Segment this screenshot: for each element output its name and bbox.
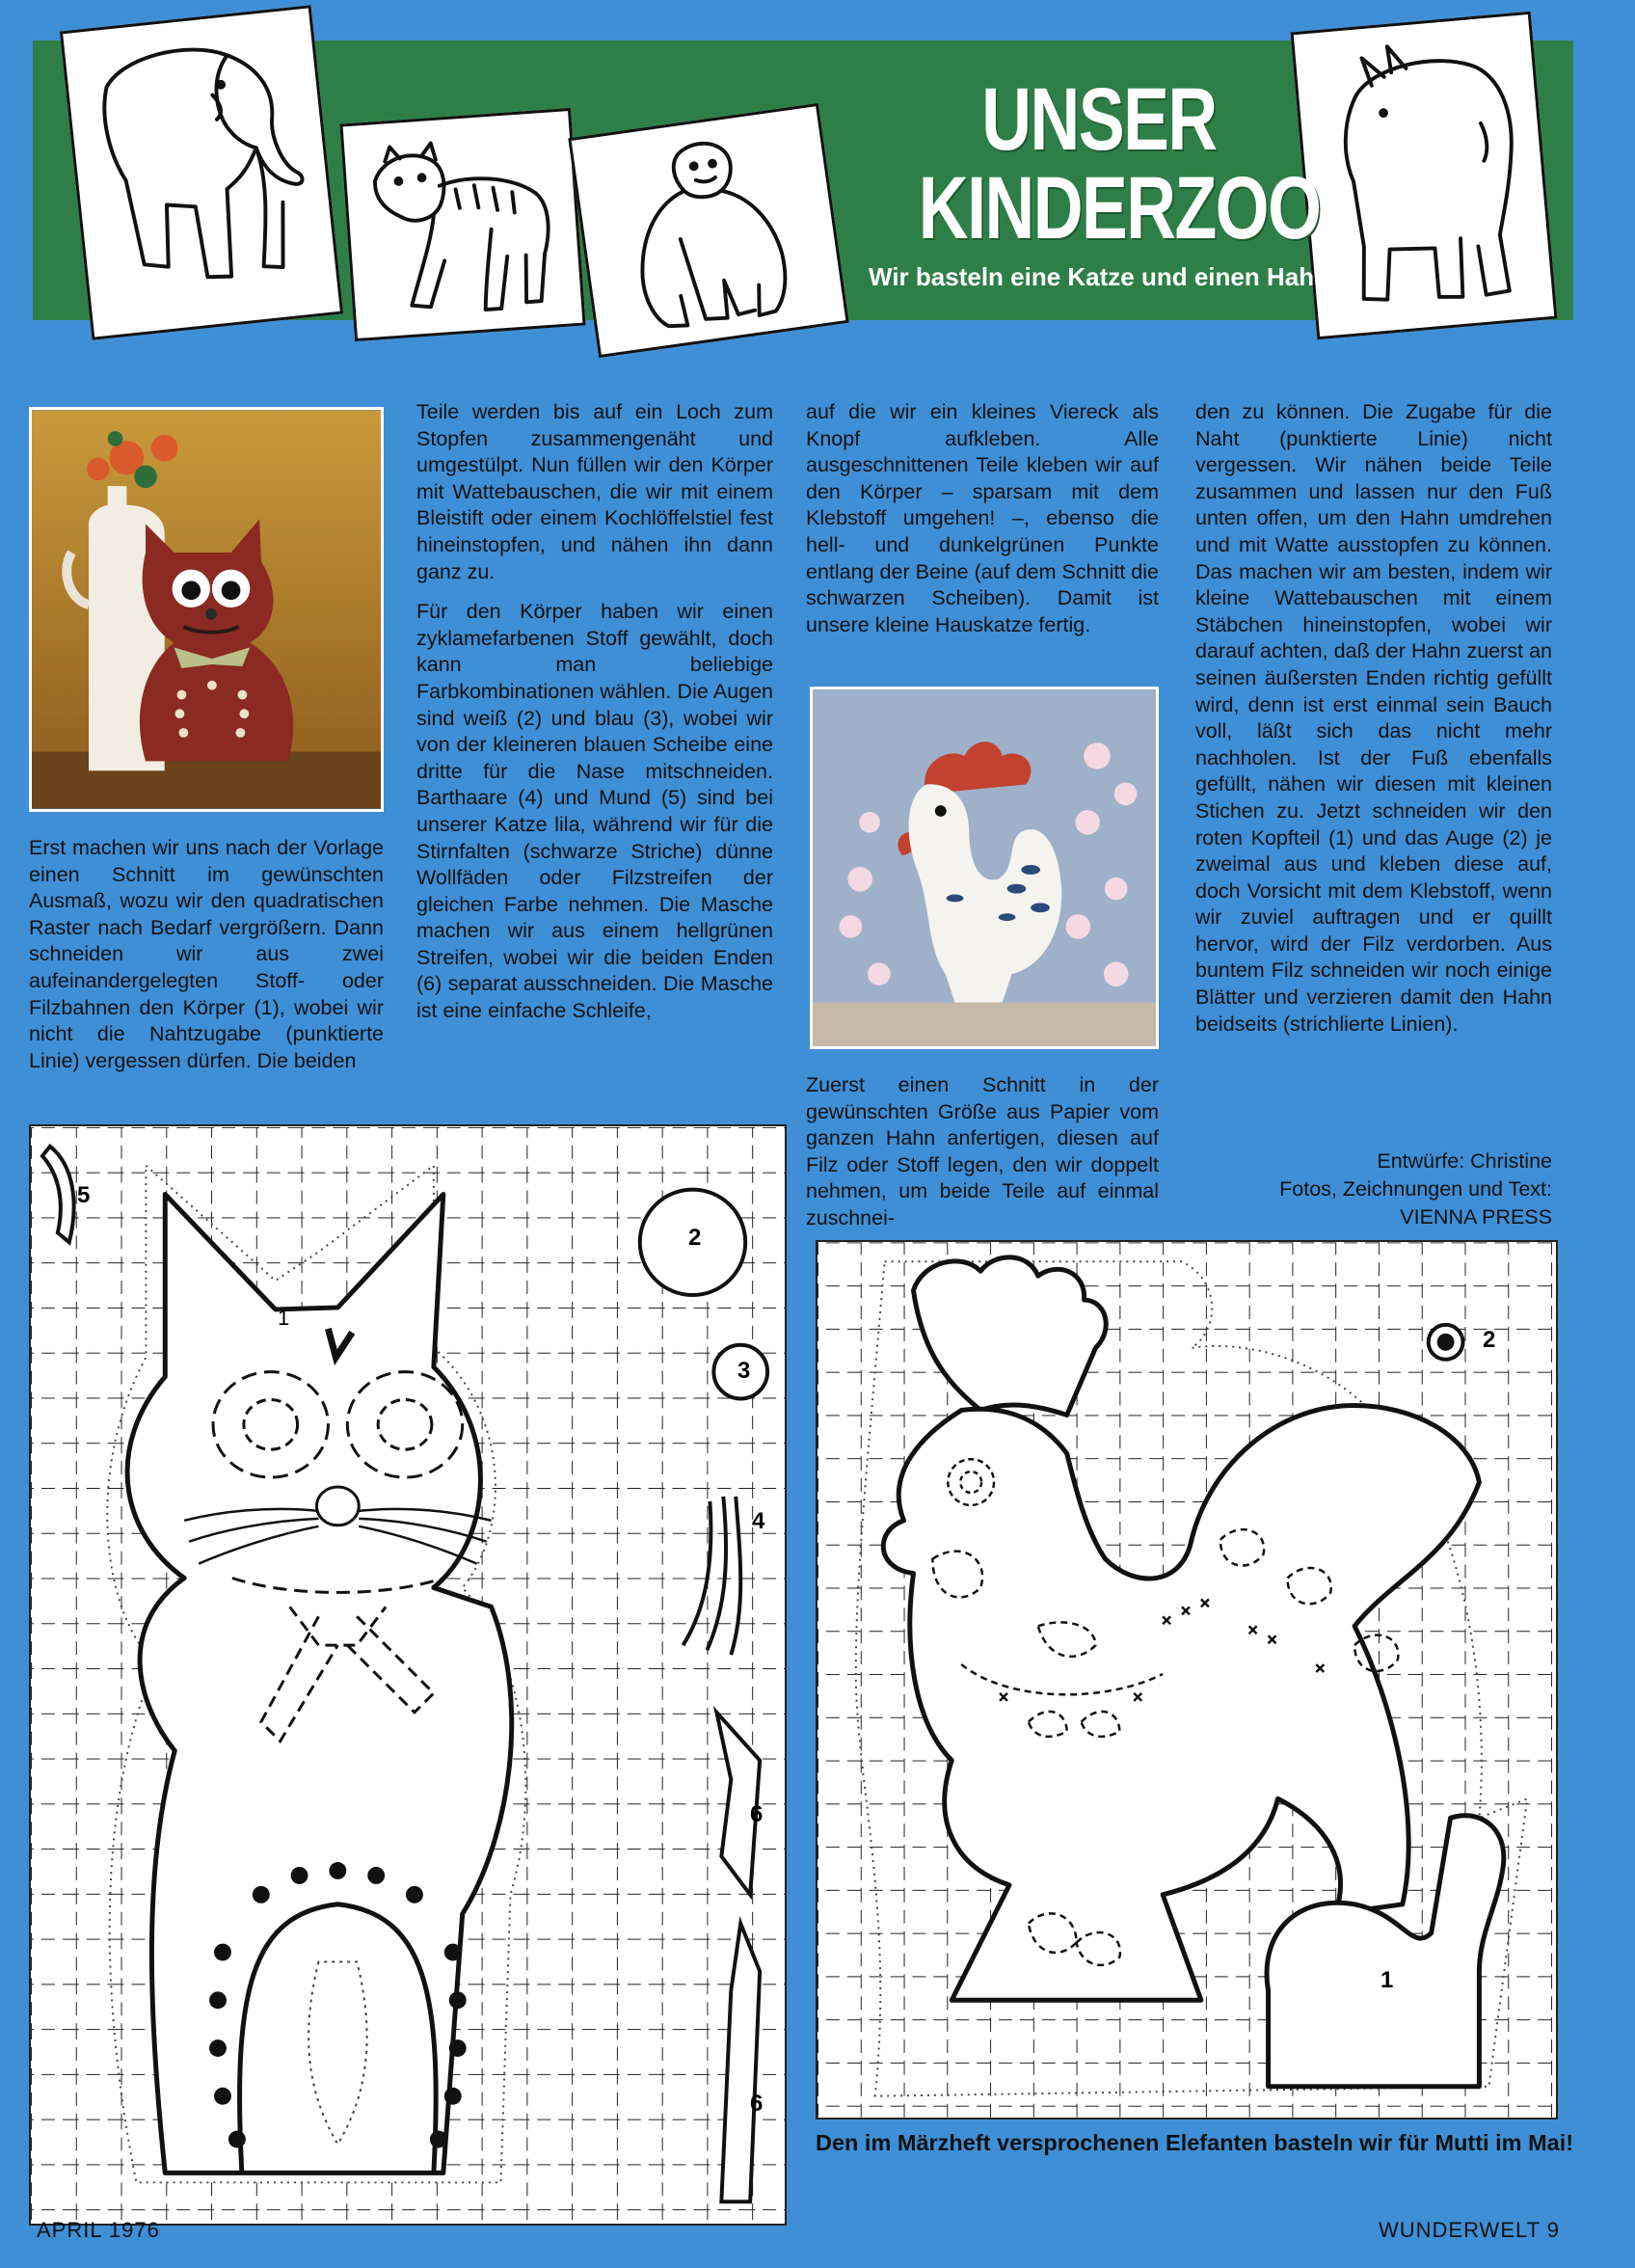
col4-paragraph-1: den zu können. Die Zugabe für die Naht (punktierte Linie) nicht vergessen. Wir nähen beide Teile zusammen und lassen nur den Fuß unten offen, um den Hahn umdrehen und mit Watte ausstopfen zu können. Das machen wir am besten, indem wir kleine Wattebauschen mit einem Stäbchen hineinstopfen, wobei wir darauf achten, daß der Hahn zuerst an seinen äußersten Enden richtig gefüllt wird, denn ist erst einmal sein Bauch voll, läßt sich das nicht mehr nachholen. Ist der Fuß ebenfalls gefüllt, nähen wir diesen mit kleinen Stichen zu. Jetzt schneiden wir den roten Kopfteil (1) und das Auge (2) je zweimal aus und kleben diese auf, doch Vorsicht mit dem Klebstoff, wenn wir zuviel auftragen und er quillt hervor, wird der Filz verdorben. Aus buntem Filz schneiden wir noch einige Blätter und verzieren damit den Hahn beidseits (strichlierte Linien).	[1195, 400, 1552, 1036]
gorilla-drawing	[568, 103, 848, 358]
gorilla-icon	[572, 106, 846, 354]
footer-issue-date: APRIL 1976	[37, 2218, 160, 2242]
article-column-3-bottom	[806, 1072, 1159, 1246]
rooster-toy-image	[813, 689, 1156, 1046]
label-part-3: 3	[737, 1358, 751, 1384]
rooster-sewing-pattern	[816, 1240, 1558, 2120]
col1-paragraph-1: Erst machen wir uns nach der Vorlage einen Schnitt im gewünschten Ausmaß, wozu wir den quadratischen Raster nach Bedarf vergrößern. Dann schneiden wir aus zwei aufeinandergelegten Stoff- oder Filzbahnen den Körper (1), wobei wir nicht die Nahtzugabe (punktierte Linie) vergessen dürfen. Die beiden	[29, 836, 384, 1072]
label-part-6a: 6	[750, 1801, 764, 1827]
footer-page-number: WUNDERWELT 9	[1378, 2218, 1560, 2242]
cat-pattern-drawing	[31, 1126, 785, 2224]
credits-line-2: Fotos, Zeichnungen und Text:	[1279, 1177, 1552, 1201]
tiger-drawing	[339, 108, 585, 341]
title-line-2: KINDERZOO	[918, 159, 1321, 257]
col2-paragraph-1: Teile werden bis auf ein Loch zum Stopfen zusammengenäht und umgestülpt. Nun füllen wir den Körper mit Wattebauschen, die wir mit einem Bleistift oder einem Kochlöffelstiel fest hineinstopfen, und nähen ihn dann ganz zu.	[416, 400, 773, 583]
cat-photo	[29, 407, 384, 812]
col3-paragraph-1: auf die wir ein kleines Viereck als Knopf aufkleben. Alle ausgeschnittenen Teile kleben wir auf den Körper – sparsam mit dem Klebstoff umgehen! –, ebenso die hell- und dunkelgrünen Punkte entlang der Beine (auf dem Schnitt die schwarzen Scheiben). Damit ist unsere kleine Hauskatze fertig.	[806, 400, 1159, 636]
rooster-photo	[810, 687, 1159, 1049]
credits	[1186, 1148, 1552, 1231]
label-part-4: 4	[752, 1508, 765, 1534]
col3-paragraph-2: Zuerst einen Schnitt in der gewünschten Größe aus Papier vom ganzen Hahn anfertigen, diesen auf Filz oder Stoff legen, den wir doppelt nehmen, um beide Teile auf einmal zuschnei-	[806, 1073, 1159, 1229]
rooster-pattern-drawing	[818, 1242, 1556, 2118]
label-part-1: 1	[278, 1306, 290, 1330]
col2-paragraph-2: Für den Körper haben wir einen zyklamefarbenen Stoff gewählt, doch kann man beliebige Farbkombinationen wählen. Die Augen sind weiß (2) und blau (3), wobei wir von der kleineren blauen Scheibe eine dritte für die Nase mitschneiden. Barthaare (4) und Mund (5) sind bei unserer Katze lila, während wir für die Stirnfalten (schwarze Striche) dünne Wollfäden oder Filzstreifen der gleichen Farbe nehmen. Die Masche machen wir aus einem hellgrünen Streifen, wobei wir die beiden Enden (6) separat ausschneiden. Die Masche ist eine einfache Schleife,	[416, 600, 773, 1023]
rooster-label-part-2: 2	[1483, 1327, 1496, 1353]
article-column-2	[416, 399, 773, 1039]
article-column-4	[1195, 399, 1552, 1051]
elephant-icon	[63, 8, 340, 337]
label-part-6b: 6	[750, 2091, 764, 2117]
cat-toy-image	[32, 410, 381, 809]
label-part-5: 5	[77, 1182, 91, 1208]
elephant-drawing	[60, 5, 343, 340]
next-issue-note: Den im Märzheft versprochenen Elefanten basteln wir für Mutti im Mai!	[816, 2130, 1574, 2155]
credits-line-3: VIENNA PRESS	[1400, 1205, 1552, 1228]
tiger-icon	[343, 111, 583, 338]
label-part-2: 2	[688, 1225, 702, 1251]
title-line-1: UNSER	[981, 70, 1217, 169]
article-column-1	[29, 835, 384, 1088]
credits-line-1: Entwürfe: Christine	[1377, 1149, 1552, 1173]
page-subtitle: Wir basteln eine Katze und einen Hahn	[869, 262, 1329, 291]
rooster-label-part-1: 1	[1380, 1967, 1394, 1993]
cat-sewing-pattern	[29, 1124, 787, 2226]
page-title	[868, 70, 1330, 257]
article-column-3-top	[806, 399, 1159, 652]
